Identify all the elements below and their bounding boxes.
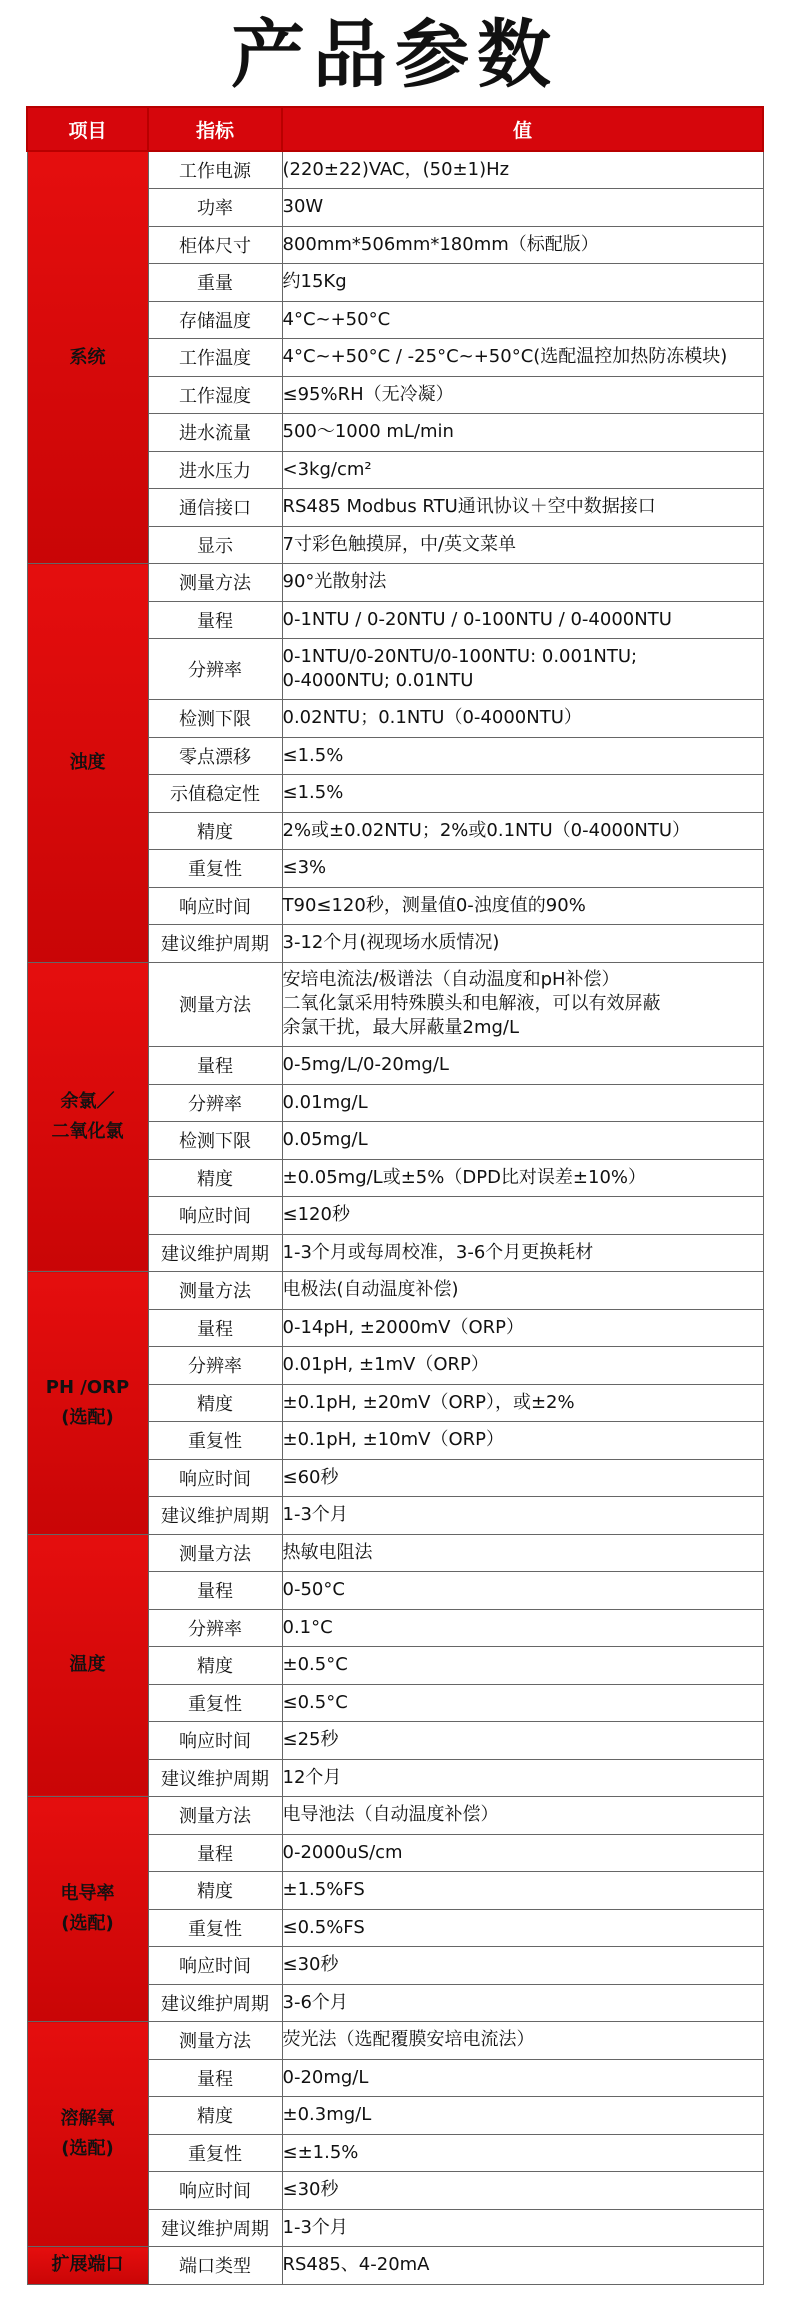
value-cell: ±1.5%FS xyxy=(282,1872,763,1910)
value-cell: 0-1NTU/0-20NTU/0-100NTU: 0.001NTU; 0-4000NTU; 0.01NTU xyxy=(282,639,763,700)
value-cell: 电极法(自动温度补偿) xyxy=(282,1272,763,1310)
indicator-cell: 建议维护周期 xyxy=(148,1234,282,1272)
indicator-cell: 重复性 xyxy=(148,1909,282,1947)
value-cell: 1-3个月 xyxy=(282,2209,763,2247)
indicator-cell: 分辨率 xyxy=(148,1347,282,1385)
indicator-cell: 重复性 xyxy=(148,2134,282,2172)
indicator-cell: 响应时间 xyxy=(148,1459,282,1497)
value-cell: 电导池法（自动温度补偿） xyxy=(282,1797,763,1835)
indicator-cell: 测量方法 xyxy=(148,564,282,602)
indicator-cell: 检测下限 xyxy=(148,700,282,738)
value-cell: 12个月 xyxy=(282,1759,763,1797)
value-cell: ±0.1pH, ±20mV（ORP），或±2% xyxy=(282,1384,763,1422)
indicator-cell: 建议维护周期 xyxy=(148,925,282,963)
value-cell: 30W xyxy=(282,189,763,227)
indicator-cell: 重复性 xyxy=(148,1684,282,1722)
value-cell: ≤25秒 xyxy=(282,1722,763,1760)
value-cell: 0.01mg/L xyxy=(282,1084,763,1122)
indicator-cell: 重复性 xyxy=(148,1422,282,1460)
indicator-cell: 量程 xyxy=(148,2059,282,2097)
table-row xyxy=(27,564,763,602)
value-cell: 3-6个月 xyxy=(282,1984,763,2022)
indicator-cell: 进水压力 xyxy=(148,451,282,489)
indicator-cell: 示值稳定性 xyxy=(148,775,282,813)
indicator-cell: 测量方法 xyxy=(148,1534,282,1572)
value-cell: ±0.5°C xyxy=(282,1647,763,1685)
value-cell: ≤1.5% xyxy=(282,775,763,813)
indicator-cell: 精度 xyxy=(148,1159,282,1197)
value-cell: 安培电流法/极谱法（自动温度和pH补偿） 二氧化氯采用特殊膜头和电解液，可以有效屏蔽 余氯干扰，最大屏蔽量2mg/L xyxy=(282,962,763,1047)
indicator-cell: 分辨率 xyxy=(148,1084,282,1122)
header-value: 值 xyxy=(282,107,763,151)
indicator-cell: 建议维护周期 xyxy=(148,1497,282,1535)
indicator-cell: 量程 xyxy=(148,1309,282,1347)
indicator-cell: 精度 xyxy=(148,2097,282,2135)
value-cell: ±0.05mg/L或±5%（DPD比对误差±10%） xyxy=(282,1159,763,1197)
category-cell: 余氯／ 二氧化氯 xyxy=(27,962,148,1272)
value-cell: ≤0.5%FS xyxy=(282,1909,763,1947)
table-row xyxy=(27,962,763,1047)
table-row xyxy=(27,2247,763,2285)
indicator-cell: 功率 xyxy=(148,189,282,227)
indicator-cell: 量程 xyxy=(148,1572,282,1610)
value-cell: 0-20mg/L xyxy=(282,2059,763,2097)
category-cell: 电导率 (选配) xyxy=(27,1797,148,2022)
indicator-cell: 分辨率 xyxy=(148,639,282,700)
value-cell: ≤120秒 xyxy=(282,1197,763,1235)
value-cell: 0-14pH, ±2000mV（ORP） xyxy=(282,1309,763,1347)
value-cell: ≤0.5°C xyxy=(282,1684,763,1722)
indicator-cell: 量程 xyxy=(148,1047,282,1085)
indicator-cell: 响应时间 xyxy=(148,1197,282,1235)
value-cell: ≤30秒 xyxy=(282,2172,763,2210)
value-cell: T90≤120秒，测量值0-浊度值的90% xyxy=(282,887,763,925)
value-cell: RS485 Modbus RTU通讯协议＋空中数据接口 xyxy=(282,489,763,527)
indicator-cell: 精度 xyxy=(148,1647,282,1685)
value-cell: 500～1000 mL/min xyxy=(282,414,763,452)
indicator-cell: 检测下限 xyxy=(148,1122,282,1160)
indicator-cell: 工作湿度 xyxy=(148,376,282,414)
indicator-cell: 工作温度 xyxy=(148,339,282,377)
value-cell: (220±22)VAC，(50±1)Hz xyxy=(282,151,763,189)
value-cell: 0.02NTU；0.1NTU（0-4000NTU） xyxy=(282,700,763,738)
value-cell: ±0.3mg/L xyxy=(282,2097,763,2135)
value-cell: RS485、4-20mA xyxy=(282,2247,763,2285)
value-cell: 7寸彩色触摸屏，中/英文菜单 xyxy=(282,526,763,564)
category-cell: 溶解氧 (选配) xyxy=(27,2022,148,2247)
indicator-cell: 建议维护周期 xyxy=(148,1984,282,2022)
value-cell: 荧光法（选配覆膜安培电流法） xyxy=(282,2022,763,2060)
value-cell: 0.05mg/L xyxy=(282,1122,763,1160)
indicator-cell: 柜体尺寸 xyxy=(148,226,282,264)
indicator-cell: 量程 xyxy=(148,601,282,639)
value-cell: ≤95%RH（无冷凝） xyxy=(282,376,763,414)
indicator-cell: 分辨率 xyxy=(148,1609,282,1647)
value-cell: 0-1NTU / 0-20NTU / 0-100NTU / 0-4000NTU xyxy=(282,601,763,639)
indicator-cell: 量程 xyxy=(148,1834,282,1872)
spec-table xyxy=(26,106,764,2285)
indicator-cell: 建议维护周期 xyxy=(148,2209,282,2247)
value-cell: 4°C~+50°C / -25°C~+50°C(选配温控加热防冻模块) xyxy=(282,339,763,377)
indicator-cell: 存储温度 xyxy=(148,301,282,339)
spec-table-header xyxy=(27,107,763,151)
table-row xyxy=(27,2022,763,2060)
indicator-cell: 重量 xyxy=(148,264,282,302)
category-cell: PH /ORP (选配) xyxy=(27,1272,148,1535)
indicator-cell: 测量方法 xyxy=(148,1797,282,1835)
value-cell: 0-50°C xyxy=(282,1572,763,1610)
indicator-cell: 测量方法 xyxy=(148,2022,282,2060)
value-cell: ≤1.5% xyxy=(282,737,763,775)
category-cell: 浊度 xyxy=(27,564,148,963)
value-cell: ±0.1pH, ±10mV（ORP） xyxy=(282,1422,763,1460)
table-row xyxy=(27,1797,763,1835)
page-title: 产品参数 xyxy=(231,12,559,98)
value-cell: 0.1°C xyxy=(282,1609,763,1647)
table-row xyxy=(27,151,763,189)
value-cell: 约15Kg xyxy=(282,264,763,302)
value-cell: 3-12个月(视现场水质情况) xyxy=(282,925,763,963)
indicator-cell: 测量方法 xyxy=(148,962,282,1047)
value-cell: 1-3个月 xyxy=(282,1497,763,1535)
indicator-cell: 工作电源 xyxy=(148,151,282,189)
spec-table-body xyxy=(27,151,763,2284)
value-cell: ≤60秒 xyxy=(282,1459,763,1497)
indicator-cell: 零点漂移 xyxy=(148,737,282,775)
value-cell: ≤3% xyxy=(282,850,763,888)
indicator-cell: 重复性 xyxy=(148,850,282,888)
value-cell: ≤±1.5% xyxy=(282,2134,763,2172)
header-indicator: 指标 xyxy=(148,107,282,151)
value-cell: <3kg/cm² xyxy=(282,451,763,489)
value-cell: 90°光散射法 xyxy=(282,564,763,602)
indicator-cell: 精度 xyxy=(148,1384,282,1422)
indicator-cell: 响应时间 xyxy=(148,1722,282,1760)
category-cell: 扩展端口 xyxy=(27,2247,148,2285)
header-row xyxy=(27,107,763,151)
value-cell: ≤30秒 xyxy=(282,1947,763,1985)
indicator-cell: 精度 xyxy=(148,1872,282,1910)
indicator-cell: 测量方法 xyxy=(148,1272,282,1310)
value-cell: 2%或±0.02NTU；2%或0.1NTU（0-4000NTU） xyxy=(282,812,763,850)
value-cell: 0-5mg/L/0-20mg/L xyxy=(282,1047,763,1085)
indicator-cell: 端口类型 xyxy=(148,2247,282,2285)
indicator-cell: 建议维护周期 xyxy=(148,1759,282,1797)
value-cell: 800mm*506mm*180mm（标配版） xyxy=(282,226,763,264)
indicator-cell: 响应时间 xyxy=(148,2172,282,2210)
indicator-cell: 进水流量 xyxy=(148,414,282,452)
value-cell: 4°C~+50°C xyxy=(282,301,763,339)
indicator-cell: 通信接口 xyxy=(148,489,282,527)
value-cell: 热敏电阻法 xyxy=(282,1534,763,1572)
table-row xyxy=(27,1272,763,1310)
indicator-cell: 响应时间 xyxy=(148,887,282,925)
value-cell: 0.01pH, ±1mV（ORP） xyxy=(282,1347,763,1385)
table-row xyxy=(27,1534,763,1572)
indicator-cell: 响应时间 xyxy=(148,1947,282,1985)
indicator-cell: 显示 xyxy=(148,526,282,564)
category-cell: 系统 xyxy=(27,151,148,564)
category-cell: 温度 xyxy=(27,1534,148,1797)
header-item: 项目 xyxy=(27,107,148,151)
indicator-cell: 精度 xyxy=(148,812,282,850)
value-cell: 0-2000uS/cm xyxy=(282,1834,763,1872)
value-cell: 1-3个月或每周校准，3-6个月更换耗材 xyxy=(282,1234,763,1272)
